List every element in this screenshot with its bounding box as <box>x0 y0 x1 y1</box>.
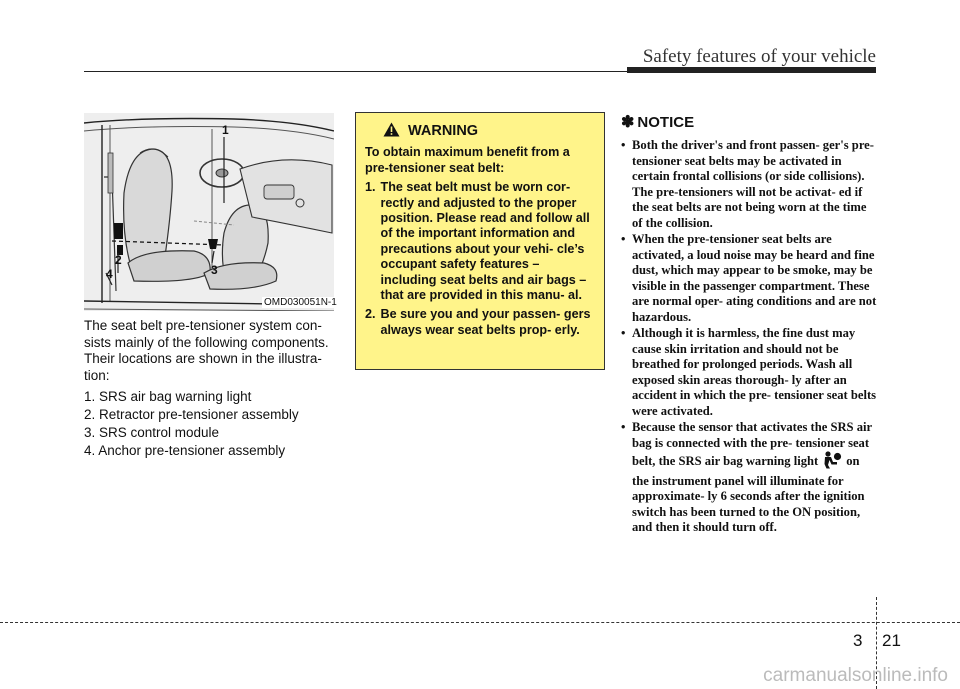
list-item: 4. Anchor pre-tensioner assembly <box>84 443 286 458</box>
header-rule-accent <box>627 67 876 73</box>
components-list <box>84 389 336 460</box>
list-item-number: 2. <box>365 307 376 322</box>
chapter-number: 3 <box>853 631 863 650</box>
warning-triangle-icon <box>383 122 400 141</box>
list-item: 3. SRS control module <box>84 425 220 440</box>
warning-intro: To obtain maximum benefit from a pre-tensioner seat belt: <box>365 145 570 175</box>
intro-paragraph: The seat belt pre-tensioner system con- sists mainly of the following components. Their locations are shown in the illustra- tion: <box>84 318 329 383</box>
airbag-warning-icon <box>822 451 842 474</box>
footer-rule <box>0 622 960 623</box>
warning-title: WARNING <box>408 123 479 139</box>
list-item: • Both the driver's and front passen- ger's pre-tensioner seat belts may be activated in certain frontal collisions (or side collisions). The pre-tensioners will not be activat- ed if the seat belts are not being worn at the time of the collision. <box>621 138 879 231</box>
section-title: Safety features of your vehicle <box>642 46 876 67</box>
warning-header <box>383 122 597 141</box>
seatbelt-illustration <box>84 113 334 311</box>
list-item: • When the pre-tensioner seat belts are activated, a loud noise may be heard and fine dust, which may appear to be smoke, may be visible in the passenger compartment. These are normal oper- ating conditions and are not hazardous. <box>621 232 879 325</box>
asterisk-icon: ✽ <box>621 114 635 131</box>
page-number: 21 <box>882 631 901 650</box>
notice-section <box>621 112 879 537</box>
list-item-number: 1. <box>365 180 376 195</box>
components-section <box>84 318 336 461</box>
list-item <box>621 420 879 536</box>
list-item-text: Be sure you and your passen- gers always wear seat belts prop- erly. <box>380 307 591 337</box>
list-item-text: The seat belt must be worn cor- rectly and adjusted to the proper position. Please read and follow all of the important information and precautions about your vehi- cle’s occupant safety features – including seat belts and air bags – that are provided in this manu- al. <box>380 180 590 303</box>
notice-header <box>621 112 879 132</box>
notice-title: NOTICE <box>637 113 695 131</box>
callout-2: 2 <box>115 253 122 267</box>
warning-box <box>355 112 605 370</box>
list-item-text: Because the sensor that activates the SRS air bag is connected with the pre- tensioner seat belt, the SRS air bag warning light <box>632 420 872 468</box>
list-item-text: on the instrument panel will illuminate for approximate- ly 6 seconds after the ignition switch has been turned to the ON position, and then it should turn off. <box>632 454 865 534</box>
list-item <box>365 307 597 338</box>
list-item: 2. Retractor pre-tensioner assembly <box>84 407 299 422</box>
list-item <box>365 180 597 303</box>
warning-list <box>365 180 597 338</box>
header-rule <box>84 71 636 72</box>
list-item: • Although it is harmless, the fine dust may cause skin irritation and should not be breathed for prolonged periods. Wash all exposed skin areas thorough- ly after an accident in which the pre- tensioner seat belts were activated. <box>621 326 879 419</box>
callout-4: 4 <box>106 267 113 281</box>
list-item: 1. SRS air bag warning light <box>84 389 252 404</box>
callout-3: 3 <box>211 263 218 277</box>
figure-code: OMD030051N-1 <box>264 297 337 308</box>
callout-1: 1 <box>222 123 229 137</box>
watermark: carmanualsonline.info <box>763 665 948 686</box>
notice-list <box>621 138 879 536</box>
